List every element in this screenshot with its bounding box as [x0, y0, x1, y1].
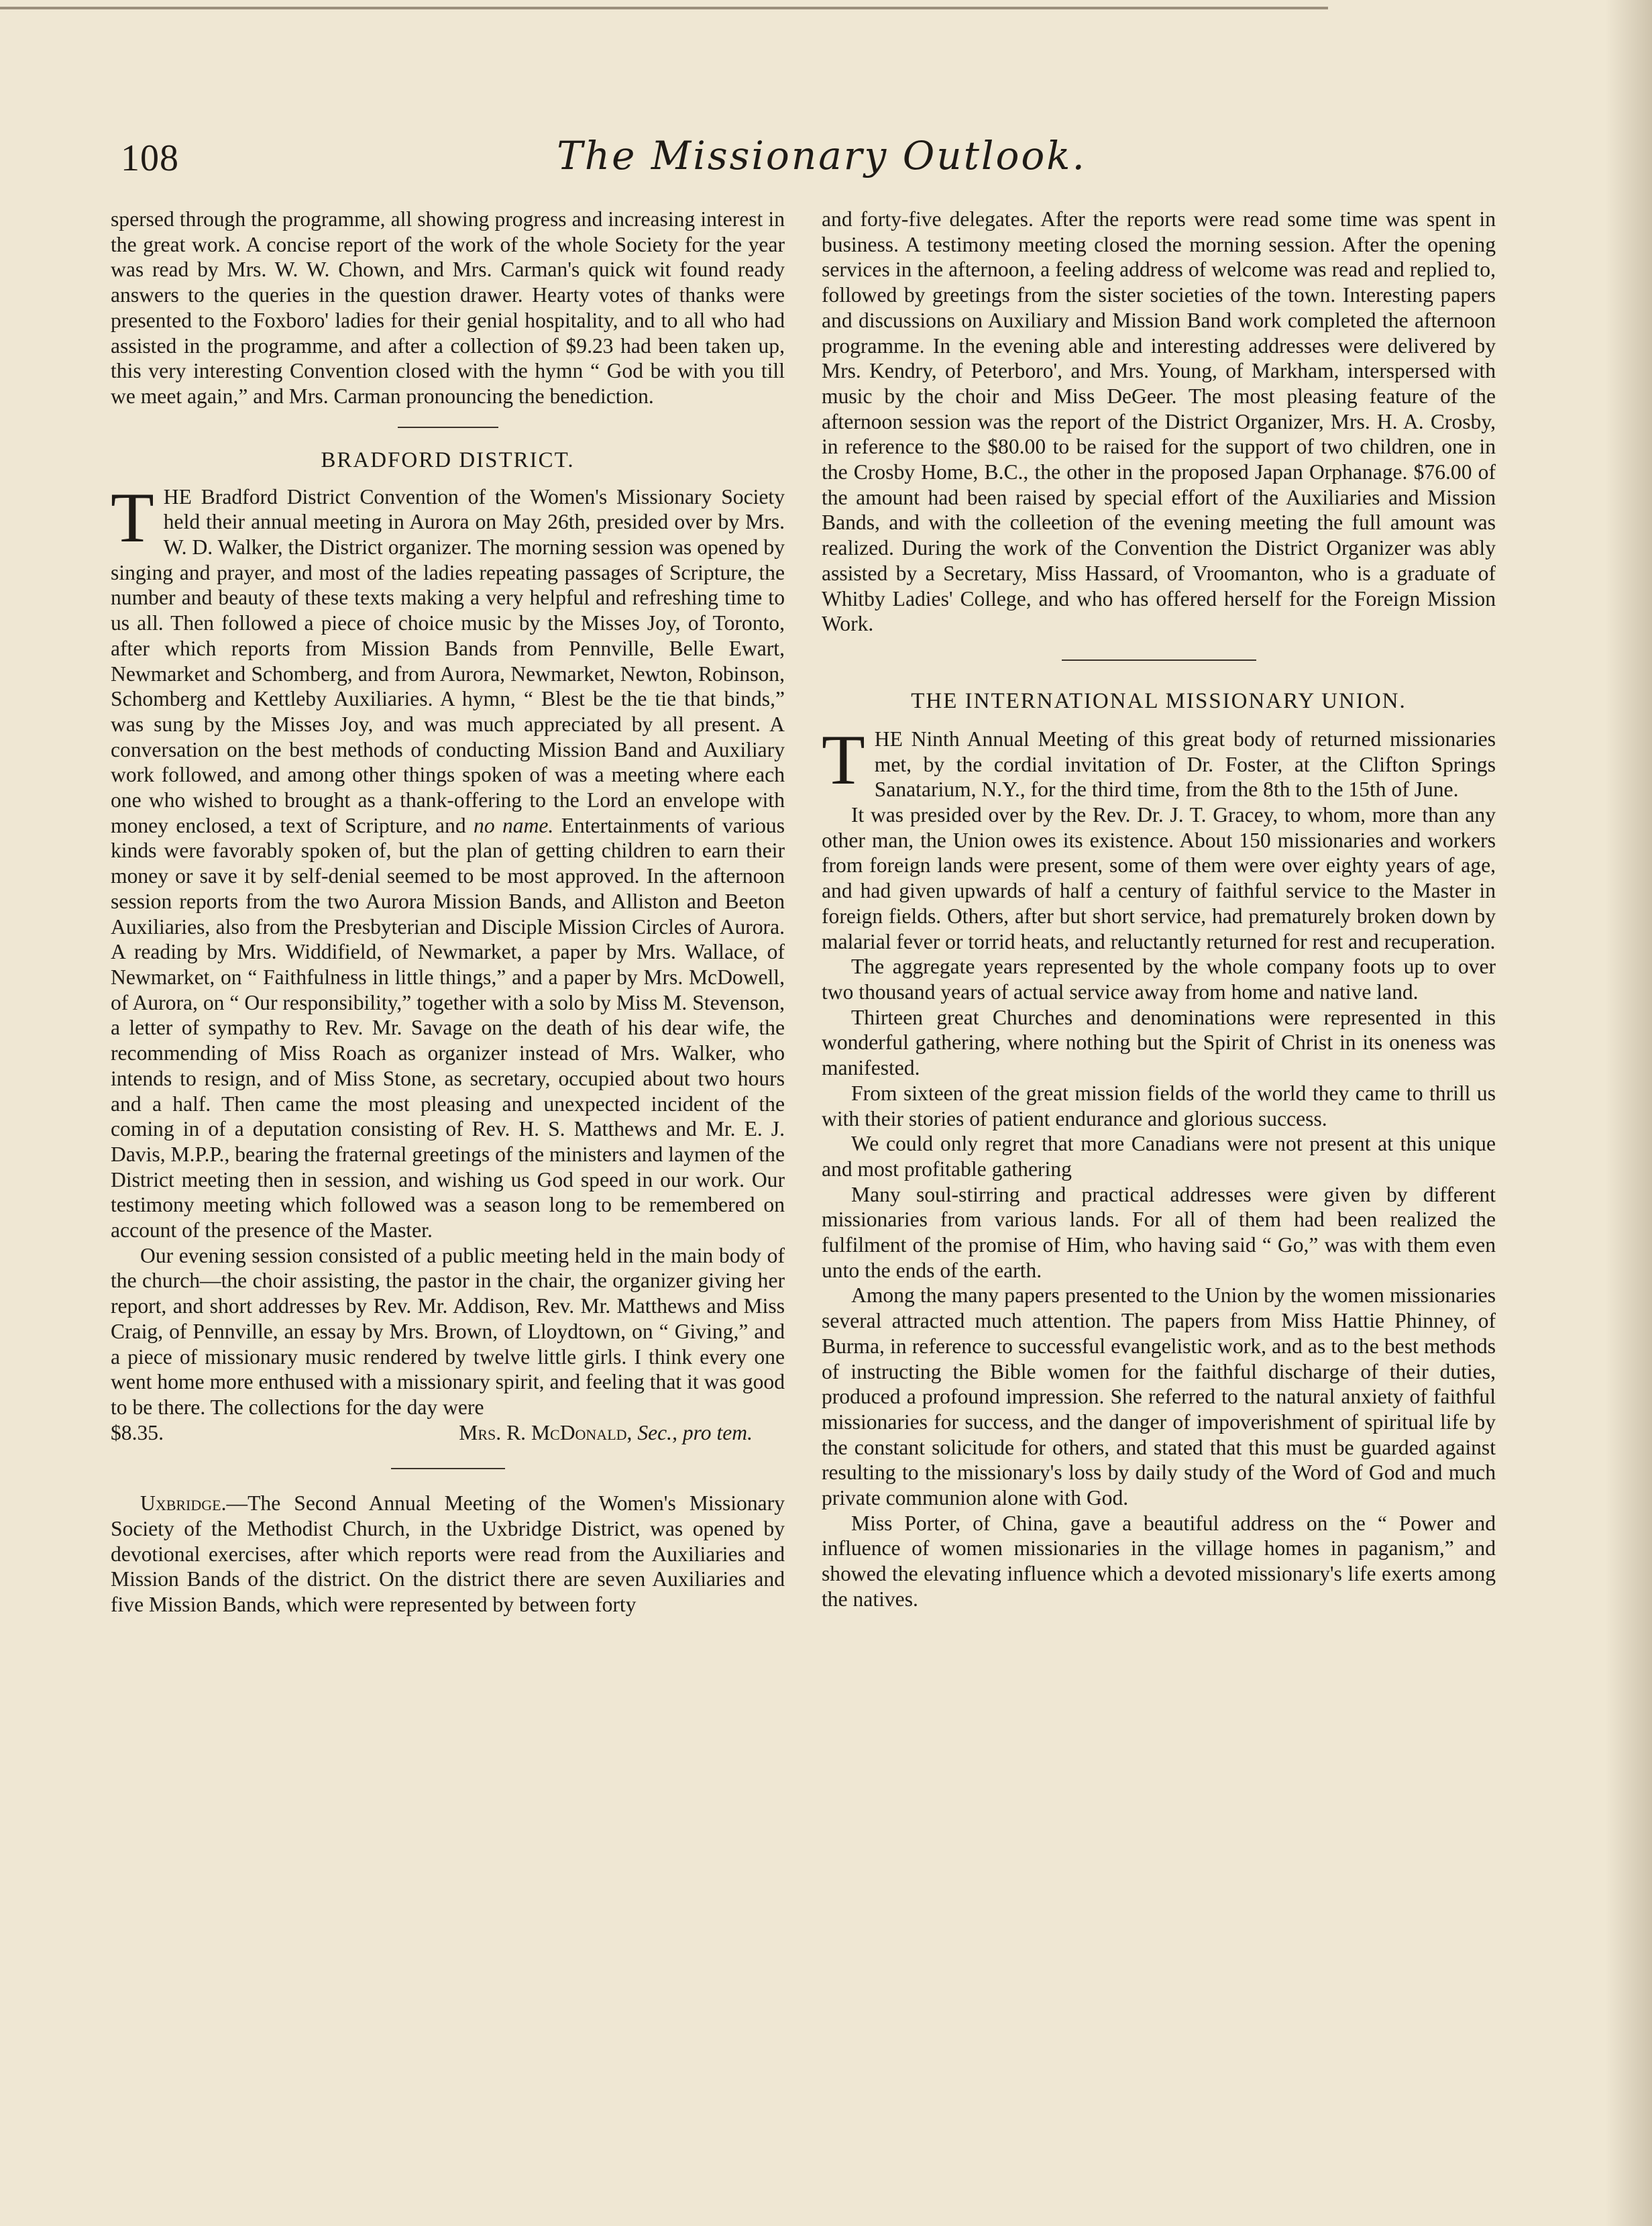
- uxbridge-text: —The Second Annual Meeting of the Women's Missionary Society of the Methodist Church, in the Uxbridge District, was opened by devotional exercises, after which reports were read from the Auxiliaries and Mission Bands of the district. On the district there are seven Auxiliaries and five Mission Bands, which were represented by between forty: [111, 1491, 785, 1617]
- bradford-text-1: HE Bradford District Convention of the Women's Missionary Society held their annual meeting in Aurora on May 26th, presided over by Mrs. W. D. Walker, the District organizer. The morning session was opened by singing and prayer, and most of the ladies repeating passages of Scripture, the number and beauty of these texts making a very helpful and refreshing time to us all. Then followed a piece of choice music by the Misses Joy, of Toronto, after which reports from Mission Bands from Pennville, Belle Ewart, Newmarket and Schomberg, and from Aurora, Newmarket, Newton, Robinson, Schomberg and Kettleby Auxiliaries. A hymn, “ Blest be the tie that binds,” was sung by the Misses Joy, and was much appreciated by all present. A conversation on the best methods of conducting Mission Band and Auxiliary work followed, and among other things spoken of was a meeting where each one who wished to brought as a thank-offering to the Lord an envelope with money enclosed, a text of Scripture, and: [111, 484, 785, 837]
- running-title: The Missionary Outlook.: [557, 133, 1087, 178]
- continued-paragraph-right: and forty-five delegates. After the reports were read some time was spent in business. A testimony meeting closed the morning session. After the opening services in the afternoon, a feeling address of welcome was read and replied to, followed by greetings from the sister societies of the town. Interesting papers and discussions on Auxiliary and Mission Band work completed the afternoon programme. In the evening able and interesting addresses were delivered by Mrs. Kendry, of Peterboro', and Mrs. Young, of Markham, interspersed with music by the choir and Miss DeGeer. The most pleasing feature of the afternoon session was the report of the District Organizer, Mrs. H. A. Crosby, in reference to the $80.00 to be raised for the support of two children, one in the Crosby Home, B.C., the other in the proposed Japan Orphanage. $76.00 of the amount had been raised by special effort of the Auxiliaries and Mission Bands, and with the colleetion of the evening meeting the full amount was realized. During the work of the Convention the District Organizer was ably assisted by a Secretary, Miss Hassard, of Vroomanton, who is a graduate of Whitby Ladies' College, and who has offered herself for the Foreign Mission Work.: [822, 207, 1496, 636]
- signature-line: [111, 1420, 785, 1446]
- union-paragraph-8: Among the many papers presented to the Union by the women missionaries several attracted much attention. The papers from Miss Hattie Phinney, of Burma, in reference to successful evangelistic work, and as to the best methods of instructing the Bible women for the faithful discharge of their duties, produced a profound impression. She referred to the natural anxiety of faithful missionaries for success, and the danger of impoverishment of spiritual life by the constant solicitude for others, and stated that this must be guarded against resulting to the missionary's loss by daily study of the Word of God and much private communion alone with God.: [822, 1283, 1496, 1510]
- right-column: [822, 207, 1496, 1612]
- section-heading-bradford: BRADFORD DISTRICT.: [321, 447, 575, 472]
- union-paragraph-2: It was presided over by the Rev. Dr. J. T. Gracey, to whom, more than any other man, the Union owes its existence. About 150 missionaries and workers from foreign lands were present, some of them were over eighty years of age, and had given upwards of half a century of faithful service to the Master in foreign fields. Others, after but short service, had prematurely broken down by malarial fever or torrid heats, and reluctantly returned for rest and recuperation.: [822, 803, 1496, 953]
- union-paragraph-7: Many soul-stirring and practical addresses were given by different missionaries from various lands. For all of them had been realized the fulfilment of the promise of Him, who having said “ Go,” was with them even unto the ends of the earth.: [822, 1182, 1496, 1282]
- union-paragraph-3: The aggregate years represented by the whole company foots up to over two thousand years of actual service away from home and native land.: [822, 955, 1496, 1004]
- union-paragraph-4: Thirteen great Churches and denominations were represented in this wonderful gathering, where nothing but the Spirit of Christ in its oneness was manifested.: [822, 1005, 1496, 1080]
- union-text-1: HE Ninth Annual Meeting of this great body of returned missionaries met, by the cordial invitation of Dr. Foster, at the Clifton Springs Sanatarium, N.Y., for the third time, from the 8th to the 15th of June.: [874, 727, 1496, 802]
- union-paragraph-9: Miss Porter, of China, gave a beautiful address on the “ Power and influence of women missionaries in the village homes in paganism,” and showed the elevating influence which a devoted missionary's life exerts among the natives.: [822, 1511, 1496, 1611]
- continued-paragraph: spersed through the programme, all showing progress and increasing interest in the great work. A concise report of the work of the whole Society for the year was read by Mrs. W. W. Chown, and Mrs. Carman's quick wit found ready answers to the queries in the question drawer. Hearty votes of thanks were presented to the Foxboro' ladies for their genial hospitality, and to all who had assisted in the programme, and after a collection of $9.23 had been taken up, this very interesting Convention closed with the hymn “ God be with you till we meet again,” and Mrs. Carman pronouncing the benediction.: [111, 207, 785, 408]
- collection-amount: $8.35.: [111, 1420, 164, 1444]
- uxbridge-lead: Uxbridge.: [140, 1491, 227, 1516]
- union-paragraph-5: From sixteen of the great mission fields of the world they came to thrill us with their stories of patient endurance and glorious success.: [822, 1081, 1496, 1130]
- drop-cap: T: [111, 478, 154, 557]
- drop-cap: T: [822, 720, 865, 799]
- bradford-paragraph-2: [111, 1243, 785, 1420]
- signature-title: Sec., pro tem.: [637, 1420, 753, 1444]
- union-paragraph-6: We could only regret that more Canadians were not present at this unique and most profitable gathering: [822, 1132, 1496, 1181]
- page-number: 108: [121, 138, 179, 179]
- section-heading-union: THE INTERNATIONAL MISSIONARY UNION.: [911, 688, 1407, 713]
- bradford-text-1-rest: Entertainments of various kinds were favorably spoken of, but the plan of getting children to earn their money or save it by self-denial seemed to be most approved. In the afternoon session reports from the two Aurora Mission Bands, and Alliston and Beeton Auxiliaries, also from the Presbyterian and Disciple Mission Circles of Aurora. A reading by Mrs. Widdifield, of Newmarket, a paper by Mrs. Wallace, of Newmarket, on “ Faithfulness in little things,” and a paper by Mrs. McDowell, of Aurora, on “ Our responsibility,” together with a solo by Miss M. Stevenson, a letter of sympathy to Rev. Mr. Savage on the death of his dear wife, the recommending of Miss Roach as organizer instead of Mrs. Walker, who intends to resign, and of Miss Stone, as secretary, occupied about two hours and a half. Then came the most pleasing and unexpected incident of the coming in of a deputation consisting of Rev. H. S. Matthews and Mr. E. J. Davis, M.P.P., bearing the fraternal greetings of the ministers and laymen of the District meeting then in session, and wishing us God speed in our work. Our testimony meeting which followed was a season long to be remembered on account of the presence of the Master.: [111, 813, 785, 1242]
- uxbridge-paragraph: [111, 1491, 785, 1618]
- union-paragraph-1: [822, 720, 1496, 802]
- binding-shadow: [1605, 0, 1652, 2226]
- signature-name: Mrs. R. McDonald,: [459, 1420, 632, 1444]
- signature: [459, 1420, 785, 1446]
- top-rule: [0, 7, 1328, 9]
- bradford-paragraph-1: [111, 478, 785, 1243]
- left-column: [111, 207, 785, 1618]
- section-divider: [1062, 659, 1256, 661]
- section-divider: [391, 1468, 505, 1469]
- page-header: [121, 133, 1523, 187]
- italic-phrase: no name.: [474, 813, 554, 837]
- section-divider: [398, 427, 498, 428]
- bradford-text-2: Our evening session consisted of a public meeting held in the main body of the church—the choir assisting, the pastor in the chair, the organizer giving her report, and short addresses by Rev. Mr. Addison, Rev. Mr. Matthews and Miss Craig, of Pennville, an essay by Mrs. Brown, of Lloydtown, on “ Giving,” and a piece of missionary music rendered by twelve little girls. I think every one went home more enthused with a missionary spirit, and feeling that it was good to be there. The collections for the day were: [111, 1243, 785, 1419]
